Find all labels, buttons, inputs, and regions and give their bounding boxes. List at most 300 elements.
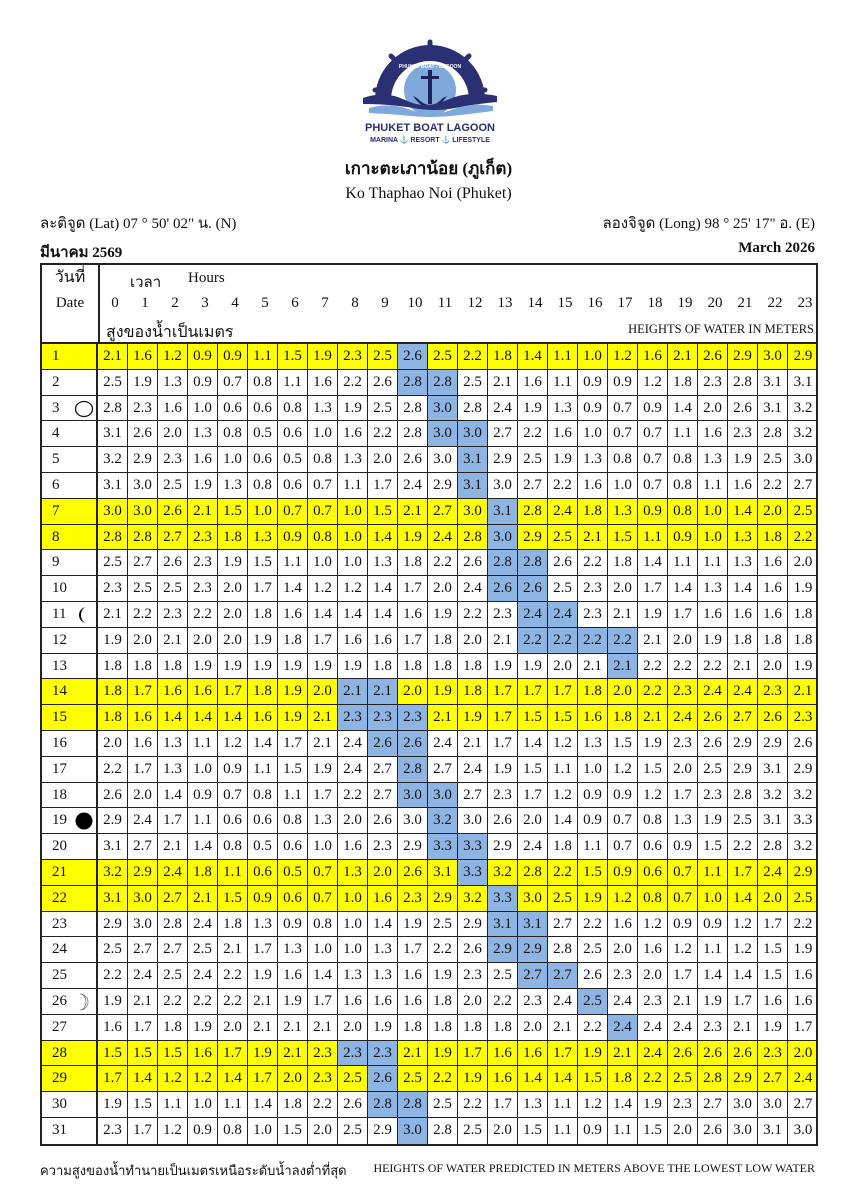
day-cell <box>42 525 98 550</box>
height-cell: 2.7 <box>128 834 158 859</box>
height-cell: 2.2 <box>98 757 128 782</box>
height-cell: 3.0 <box>728 1092 758 1117</box>
height-cell: 2.0 <box>758 654 788 679</box>
height-cell: 2.6 <box>578 963 608 988</box>
height-cell: 2.3 <box>188 525 218 550</box>
height-cell: 1.7 <box>128 1118 158 1144</box>
height-cell: 3.0 <box>98 499 128 524</box>
height-cell: 3.1 <box>793 373 813 390</box>
height-cell: 1.0 <box>218 447 248 472</box>
height-cell: 2.3 <box>578 602 608 627</box>
height-cell: 0.9 <box>278 912 308 937</box>
height-cell: 0.7 <box>608 808 638 833</box>
height-cell: 1.8 <box>608 1066 638 1091</box>
height-cell: 2.2 <box>218 989 248 1014</box>
high-tide-cell: 2.3 <box>368 1041 398 1066</box>
height-cell: 1.2 <box>638 912 668 937</box>
high-tide-cell: 2.2 <box>608 628 638 653</box>
height-cell: 2.3 <box>518 989 548 1014</box>
height-cell: 2.2 <box>548 473 578 498</box>
height-cell: 3.2 <box>793 786 813 803</box>
height-cell: 1.0 <box>698 525 728 550</box>
height-cell: 1.5 <box>218 499 248 524</box>
hour-label: 20 <box>707 295 723 311</box>
height-cell: 2.8 <box>518 860 548 885</box>
height-cell: 1.8 <box>398 1015 428 1040</box>
height-cell: 2.1 <box>608 1041 638 1066</box>
day-number: 31 <box>52 1121 67 1138</box>
height-cell: 2.6 <box>158 550 188 575</box>
high-tide-cell: 3.0 <box>428 396 458 421</box>
height-cell: 1.8 <box>158 1015 188 1040</box>
height-cell: 2.4 <box>188 912 218 937</box>
hourly-heights <box>98 344 816 369</box>
logo-name: PHUKET BOAT LAGOON <box>365 122 495 134</box>
day-number: 3 <box>52 399 60 416</box>
height-cell: 2.2 <box>368 421 398 446</box>
height-cell: 2.7 <box>368 757 398 782</box>
height-cell: 1.2 <box>638 783 668 808</box>
height-cell: 1.1 <box>668 421 698 446</box>
height-cell: 1.0 <box>338 550 368 575</box>
table-row <box>42 525 816 551</box>
height-cell: 1.1 <box>608 1118 638 1144</box>
height-cell: 3.1 <box>758 1118 788 1144</box>
height-cell: 2.0 <box>188 628 218 653</box>
height-cell: 2.8 <box>758 421 788 446</box>
height-cell: 0.5 <box>248 421 278 446</box>
height-cell: 2.4 <box>458 576 488 601</box>
day-cell <box>42 912 98 937</box>
height-cell: 2.4 <box>128 963 158 988</box>
height-cell: 1.3 <box>338 860 368 885</box>
height-cell: 1.4 <box>638 550 668 575</box>
height-cell: 2.0 <box>548 654 578 679</box>
height-cell: 1.0 <box>698 886 728 911</box>
high-tide-cell: 2.4 <box>518 602 548 627</box>
height-cell: 2.5 <box>158 963 188 988</box>
height-cell: 2.0 <box>128 628 158 653</box>
height-cell: 0.6 <box>248 396 278 421</box>
height-cell: 1.9 <box>218 550 248 575</box>
height-cell: 1.0 <box>578 344 608 369</box>
high-tide-cell: 2.2 <box>518 628 548 653</box>
height-cell: 2.5 <box>188 937 218 962</box>
height-cell: 1.8 <box>128 654 158 679</box>
height-cell: 1.6 <box>698 602 728 627</box>
height-cell: 1.1 <box>548 370 578 395</box>
height-cell: 2.1 <box>488 628 518 653</box>
high-tide-cell: 2.5 <box>578 989 608 1014</box>
height-cell: 2.3 <box>668 1092 698 1117</box>
height-cell: 2.6 <box>758 705 788 730</box>
height-cell: 2.2 <box>188 602 218 627</box>
height-cell: 2.8 <box>128 525 158 550</box>
height-cell: 2.3 <box>698 783 728 808</box>
height-cell: 1.4 <box>368 525 398 550</box>
height-cell: 0.9 <box>218 757 248 782</box>
height-cell: 1.9 <box>278 989 308 1014</box>
height-cell: 1.9 <box>488 757 518 782</box>
day-cell <box>42 602 98 627</box>
hour-label: 18 <box>647 295 663 311</box>
height-cell: 2.0 <box>218 628 248 653</box>
height-cell: 0.6 <box>218 808 248 833</box>
day-cell <box>42 705 98 730</box>
footer-note-thai: ความสูงของน้ำทำนายเป็นเมตรเหนือระดับน้ำลงต่ำที่สุด <box>40 1163 347 1178</box>
height-cell: 1.3 <box>278 937 308 962</box>
height-cell: 2.1 <box>128 989 158 1014</box>
height-cell: 1.8 <box>278 628 308 653</box>
height-cell: 2.2 <box>793 915 813 932</box>
height-cell: 1.0 <box>338 499 368 524</box>
height-cell: 2.1 <box>398 1041 428 1066</box>
height-cell: 1.7 <box>668 963 698 988</box>
height-cell: 1.2 <box>158 1118 188 1144</box>
height-cell: 2.0 <box>608 576 638 601</box>
height-cell: 1.0 <box>698 499 728 524</box>
height-cell: 2.4 <box>548 989 578 1014</box>
height-cell: 1.1 <box>548 1118 578 1144</box>
height-cell: 1.2 <box>608 757 638 782</box>
day-cell <box>42 937 98 962</box>
height-cell: 1.9 <box>308 757 338 782</box>
table-row <box>42 654 816 680</box>
height-cell: 2.3 <box>158 602 188 627</box>
height-cell: 2.5 <box>98 550 128 575</box>
height-cell: 1.8 <box>98 679 128 704</box>
height-cell: 1.6 <box>698 421 728 446</box>
height-cell: 2.8 <box>698 1066 728 1091</box>
hour-label: 2 <box>171 295 179 311</box>
height-cell: 2.9 <box>793 348 813 364</box>
station-title-thai: เกาะตะเภาน้อย (ภูเก็ต) <box>344 159 513 178</box>
hour-labels <box>100 295 818 315</box>
height-cell: 1.9 <box>458 1066 488 1091</box>
height-cell: 1.6 <box>98 1015 128 1040</box>
height-cell: 1.0 <box>188 1092 218 1117</box>
height-cell: 2.7 <box>698 1092 728 1117</box>
height-cell: 1.6 <box>368 989 398 1014</box>
height-cell: 2.7 <box>158 525 188 550</box>
height-cell: 1.7 <box>248 1066 278 1091</box>
height-cell: 2.2 <box>428 1066 458 1091</box>
height-cell: 2.0 <box>218 602 248 627</box>
height-cell: 2.6 <box>98 783 128 808</box>
hour-label: 22 <box>767 295 783 311</box>
height-cell: 1.5 <box>278 1118 308 1144</box>
height-cell: 1.1 <box>248 757 278 782</box>
height-cell: 1.9 <box>428 1041 458 1066</box>
day-cell <box>42 370 98 395</box>
day-cell <box>42 963 98 988</box>
hourly-heights <box>98 550 816 575</box>
height-cell: 1.6 <box>518 370 548 395</box>
height-cell: 1.7 <box>398 937 428 962</box>
height-cell: 1.2 <box>188 1066 218 1091</box>
height-cell: 0.8 <box>278 396 308 421</box>
height-cell: 0.9 <box>188 370 218 395</box>
hourly-heights <box>98 834 816 859</box>
height-cell: 0.9 <box>668 525 698 550</box>
height-cell: 2.0 <box>698 396 728 421</box>
height-cell: 1.5 <box>518 1118 548 1144</box>
height-cell: 1.4 <box>308 963 338 988</box>
height-cell: 1.5 <box>548 705 578 730</box>
height-cell: 1.6 <box>728 473 758 498</box>
height-cell: 2.1 <box>158 628 188 653</box>
height-cell: 1.3 <box>368 963 398 988</box>
height-cell: 1.1 <box>338 473 368 498</box>
day-number: 4 <box>52 425 60 442</box>
height-cell: 0.8 <box>668 499 698 524</box>
height-cell: 1.1 <box>278 783 308 808</box>
height-cell: 1.9 <box>548 447 578 472</box>
height-cell: 2.5 <box>98 937 128 962</box>
table-row <box>42 550 816 576</box>
height-cell: 2.0 <box>668 757 698 782</box>
hourly-heights <box>98 757 816 782</box>
height-cell: 2.2 <box>638 1066 668 1091</box>
high-tide-cell: 2.7 <box>518 963 548 988</box>
height-cell: 1.9 <box>793 580 813 597</box>
height-cell: 2.1 <box>608 602 638 627</box>
height-cell: 2.6 <box>398 447 428 472</box>
height-cell: 2.1 <box>668 344 698 369</box>
height-cell: 1.9 <box>98 989 128 1014</box>
day-number: 21 <box>52 863 67 880</box>
height-cell: 2.9 <box>728 757 758 782</box>
height-cell: 1.0 <box>308 421 338 446</box>
height-cell: 2.5 <box>488 963 518 988</box>
height-cell: 1.9 <box>278 705 308 730</box>
height-cell: 1.3 <box>338 447 368 472</box>
height-cell: 1.1 <box>698 550 728 575</box>
height-cell: 0.5 <box>248 834 278 859</box>
height-cell: 1.3 <box>608 499 638 524</box>
height-cell: 2.7 <box>548 912 578 937</box>
date-label-english: Date <box>55 295 85 311</box>
height-cell: 1.7 <box>128 757 158 782</box>
table-row <box>42 731 816 757</box>
hourly-heights <box>98 1066 816 1091</box>
high-tide-cell: 2.6 <box>398 344 428 369</box>
height-cell: 0.6 <box>248 860 278 885</box>
hourly-heights <box>98 396 816 421</box>
height-cell: 0.7 <box>308 860 338 885</box>
phuket-boat-lagoon-logo <box>355 38 505 146</box>
height-cell: 2.0 <box>488 1118 518 1144</box>
hourly-heights <box>98 705 816 730</box>
height-cell: 0.8 <box>218 421 248 446</box>
height-cell: 2.6 <box>698 705 728 730</box>
height-cell: 3.1 <box>758 396 788 421</box>
height-cell: 2.8 <box>398 421 428 446</box>
height-cell: 0.9 <box>638 396 668 421</box>
height-cell: 1.9 <box>278 654 308 679</box>
day-number: 7 <box>52 502 60 519</box>
height-cell: 1.4 <box>188 705 218 730</box>
height-cell: 3.0 <box>128 912 158 937</box>
height-cell: 2.2 <box>793 528 813 545</box>
table-row <box>42 576 816 602</box>
height-cell: 0.8 <box>278 808 308 833</box>
high-tide-cell: 2.4 <box>608 1015 638 1040</box>
height-cell: 1.0 <box>338 912 368 937</box>
height-cell: 1.6 <box>758 602 788 627</box>
height-cell: 1.7 <box>793 1018 813 1035</box>
height-cell: 1.8 <box>458 1015 488 1040</box>
height-cell: 3.0 <box>128 499 158 524</box>
height-cell: 2.0 <box>668 628 698 653</box>
height-cell: 1.1 <box>248 344 278 369</box>
height-cell: 2.9 <box>398 834 428 859</box>
height-cell: 1.8 <box>758 628 788 653</box>
height-cell: 2.5 <box>368 396 398 421</box>
height-cell: 1.9 <box>98 1092 128 1117</box>
table-row <box>42 705 816 731</box>
height-cell: 2.0 <box>793 1044 813 1061</box>
height-cell: 1.3 <box>308 396 338 421</box>
height-cell: 2.6 <box>338 1092 368 1117</box>
height-cell: 1.4 <box>608 1092 638 1117</box>
table-row <box>42 808 816 834</box>
height-cell: 2.3 <box>308 1041 338 1066</box>
height-cell: 1.8 <box>608 550 638 575</box>
height-cell: 1.2 <box>158 344 188 369</box>
height-cell: 2.4 <box>668 1015 698 1040</box>
hourly-heights <box>98 576 816 601</box>
height-cell: 1.9 <box>248 628 278 653</box>
height-cell: 1.4 <box>728 576 758 601</box>
height-cell: 2.0 <box>608 679 638 704</box>
height-cell: 1.7 <box>98 1066 128 1091</box>
height-cell: 0.9 <box>248 886 278 911</box>
height-cell: 2.3 <box>158 447 188 472</box>
height-cell: 2.5 <box>793 889 813 906</box>
height-cell: 1.1 <box>668 550 698 575</box>
high-tide-cell: 2.8 <box>398 370 428 395</box>
day-cell <box>42 550 98 575</box>
high-tide-cell: 3.1 <box>488 912 518 937</box>
height-cell: 2.1 <box>638 628 668 653</box>
height-cell: 1.6 <box>398 963 428 988</box>
table-row <box>42 834 816 860</box>
height-cell: 2.6 <box>368 370 398 395</box>
height-cell: 1.4 <box>188 834 218 859</box>
height-cell: 2.6 <box>668 1041 698 1066</box>
day-number: 19 <box>52 812 67 829</box>
height-cell: 1.5 <box>278 757 308 782</box>
height-cell: 0.6 <box>218 396 248 421</box>
height-cell: 2.2 <box>98 963 128 988</box>
day-number: 11 <box>52 605 67 622</box>
height-cell: 1.9 <box>638 1092 668 1117</box>
height-cell: 1.9 <box>758 1015 788 1040</box>
height-cell: 1.0 <box>248 499 278 524</box>
height-cell: 1.7 <box>638 576 668 601</box>
height-cell: 1.5 <box>368 499 398 524</box>
height-cell: 1.7 <box>548 1041 578 1066</box>
table-row <box>42 473 816 499</box>
day-cell <box>42 1066 98 1091</box>
hour-label: 6 <box>291 295 299 311</box>
height-cell: 1.2 <box>308 576 338 601</box>
high-tide-cell: 2.8 <box>368 1092 398 1117</box>
height-cell: 1.2 <box>548 783 578 808</box>
height-cell: 1.9 <box>518 396 548 421</box>
height-cell: 1.4 <box>218 705 248 730</box>
height-cell: 1.3 <box>368 937 398 962</box>
height-cell: 2.2 <box>578 912 608 937</box>
height-cell: 2.6 <box>698 731 728 756</box>
height-cell: 2.6 <box>368 808 398 833</box>
height-cell: 3.1 <box>98 473 128 498</box>
table-row <box>42 1118 816 1144</box>
height-cell: 2.0 <box>158 421 188 446</box>
day-cell <box>42 654 98 679</box>
height-cell: 3.2 <box>793 838 813 855</box>
height-cell: 1.9 <box>793 657 813 674</box>
height-cell: 1.8 <box>578 499 608 524</box>
height-cell: 2.5 <box>368 344 398 369</box>
height-cell: 2.4 <box>758 860 788 885</box>
height-cell: 1.5 <box>128 1041 158 1066</box>
height-cell: 2.3 <box>758 1041 788 1066</box>
day-cell <box>42 1118 98 1144</box>
height-cell: 2.2 <box>578 1015 608 1040</box>
high-tide-cell: 3.0 <box>398 1118 428 1144</box>
height-cell: 0.9 <box>608 860 638 885</box>
height-cell: 3.3 <box>793 812 813 829</box>
height-cell: 1.6 <box>248 705 278 730</box>
height-cell: 1.4 <box>518 1066 548 1091</box>
height-cell: 2.2 <box>338 370 368 395</box>
height-cell: 1.9 <box>578 886 608 911</box>
height-cell: 2.3 <box>368 834 398 859</box>
height-cell: 3.1 <box>758 808 788 833</box>
height-cell: 2.9 <box>728 344 758 369</box>
height-cell: 1.6 <box>758 989 788 1014</box>
height-cell: 0.7 <box>308 473 338 498</box>
height-cell: 1.5 <box>518 705 548 730</box>
station-title-english: Ko Thaphao Noi (Phuket) <box>345 185 512 202</box>
height-cell: 1.8 <box>218 912 248 937</box>
day-cell <box>42 473 98 498</box>
height-cell: 1.5 <box>758 937 788 962</box>
height-cell: 1.6 <box>278 963 308 988</box>
high-tide-cell: 3.3 <box>458 834 488 859</box>
height-cell: 1.4 <box>728 886 758 911</box>
height-cell: 1.2 <box>608 886 638 911</box>
height-cell: 2.9 <box>488 447 518 472</box>
day-number: 1 <box>52 348 60 364</box>
height-cell: 0.7 <box>638 473 668 498</box>
height-cell: 1.3 <box>698 576 728 601</box>
height-cell: 2.7 <box>158 937 188 962</box>
height-cell: 2.7 <box>428 499 458 524</box>
last-quarter-icon <box>74 992 94 1012</box>
height-cell: 1.6 <box>278 602 308 627</box>
height-cell: 3.2 <box>793 399 813 416</box>
height-cell: 2.5 <box>548 886 578 911</box>
height-cell: 2.8 <box>98 396 128 421</box>
height-cell: 1.7 <box>398 576 428 601</box>
high-tide-cell: 2.3 <box>338 1041 368 1066</box>
height-cell: 1.6 <box>188 447 218 472</box>
table-row <box>42 783 816 809</box>
height-cell: 1.8 <box>793 605 813 622</box>
